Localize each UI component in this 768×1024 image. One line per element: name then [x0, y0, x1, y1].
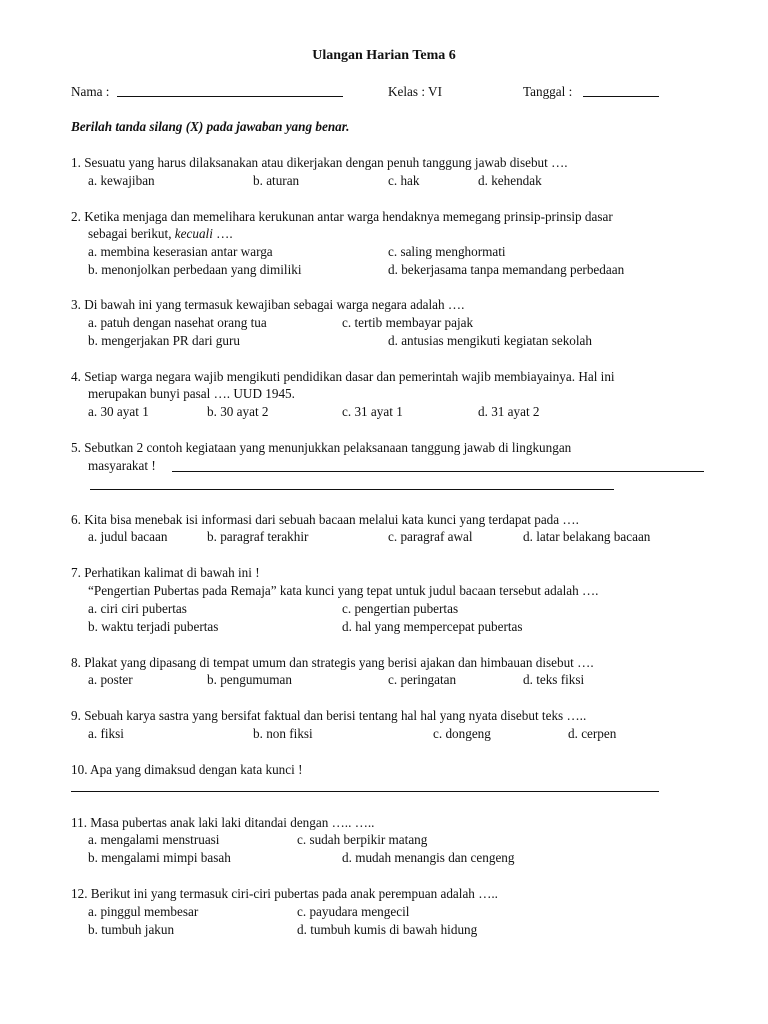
option-12b[interactable]: b. tumbuh jakun [88, 922, 175, 937]
option-4b[interactable]: b. 30 ayat 2 [207, 404, 269, 419]
question-10: 10. Apa yang dimaksud dengan kata kunci ! [71, 762, 303, 777]
option-6b[interactable]: b. paragraf terakhir [207, 529, 309, 544]
nama-field[interactable] [117, 96, 343, 97]
option-3d[interactable]: d. antusias mengikuti kegiatan sekolah [388, 333, 592, 348]
question-8: 8. Plakat yang dipasang di tempat umum dan strategis yang berisi ajakan dan himbauan disebut …. [71, 655, 594, 670]
question-1: 1. Sesuatu yang harus dilaksanakan atau dikerjakan dengan penuh tanggung jawab disebut …. [71, 155, 568, 170]
option-1b[interactable]: b. aturan [253, 173, 300, 188]
option-7c[interactable]: c. pengertian pubertas [342, 601, 459, 616]
option-1d[interactable]: d. kehendak [478, 173, 542, 188]
option-6c[interactable]: c. paragraf awal [388, 529, 473, 544]
option-2a[interactable]: a. membina keserasian antar warga [88, 244, 273, 259]
option-9c[interactable]: c. dongeng [433, 726, 491, 741]
question-7-line1: 7. Perhatikan kalimat di bawah ini ! [71, 565, 260, 580]
option-11a[interactable]: a. mengalami menstruasi [88, 832, 220, 847]
option-12d[interactable]: d. tumbuh kumis di bawah hidung [297, 922, 478, 937]
question-4-line2: merupakan bunyi pasal …. UUD 1945. [88, 386, 295, 401]
question-6: 6. Kita bisa menebak isi informasi dari sebuah bacaan melalui kata kunci yang terdapat pada …. [71, 512, 579, 527]
option-8c[interactable]: c. peringatan [388, 672, 457, 687]
option-1a[interactable]: a. kewajiban [88, 173, 155, 188]
option-11d[interactable]: d. mudah menangis dan cengeng [342, 850, 515, 865]
option-6a[interactable]: a. judul bacaan [88, 529, 168, 544]
option-2c[interactable]: c. saling menghormati [388, 244, 506, 259]
option-4c[interactable]: c. 31 ayat 1 [342, 404, 403, 419]
option-7d[interactable]: d. hal yang mempercepat pubertas [342, 619, 523, 634]
option-3c[interactable]: c. tertib membayar pajak [342, 315, 474, 330]
option-8b[interactable]: b. pengumuman [207, 672, 292, 687]
tanggal-label: Tanggal : [523, 84, 573, 99]
option-12a[interactable]: a. pinggul membesar [88, 904, 199, 919]
option-4d[interactable]: d. 31 ayat 2 [478, 404, 540, 419]
question-2-kecuali: kecuali [174, 226, 213, 241]
option-9b[interactable]: b. non fiksi [253, 726, 313, 741]
question-9: 9. Sebuah karya sastra yang bersifat faktual dan berisi tentang hal hal yang nyata disebut teks ….. [71, 708, 587, 723]
option-9d[interactable]: d. cerpen [568, 726, 617, 741]
question-11: 11. Masa pubertas anak laki laki ditandai dengan ….. ….. [71, 815, 375, 830]
option-2d[interactable]: d. bekerjasama tanpa memandang perbedaan [388, 262, 625, 277]
question-3: 3. Di bawah ini yang termasuk kewajiban sebagai warga negara adalah …. [71, 297, 465, 312]
question-5-line1: 5. Sebutkan 2 contoh kegiataan yang menunjukkan pelaksanaan tanggung jawab di lingkungan [71, 440, 572, 455]
question-7-line2: “Pengertian Pubertas pada Remaja” kata kunci yang tepat untuk judul bacaan tersebut adalah …. [88, 583, 599, 598]
option-8d[interactable]: d. teks fiksi [523, 672, 585, 687]
answer-10-line[interactable] [71, 791, 659, 792]
option-1c[interactable]: c. hak [388, 173, 420, 188]
answer-5-line2[interactable] [90, 489, 614, 490]
option-7a[interactable]: a. ciri ciri pubertas [88, 601, 187, 616]
question-5-line2: masyarakat ! [88, 458, 156, 473]
answer-5-line1[interactable] [172, 471, 704, 472]
kelas-label: Kelas : VI [388, 84, 442, 99]
option-12c[interactable]: c. payudara mengecil [297, 904, 410, 919]
option-3b[interactable]: b. mengerjakan PR dari guru [88, 333, 240, 348]
option-2b[interactable]: b. menonjolkan perbedaan yang dimiliki [88, 262, 302, 277]
nama-label: Nama : [71, 84, 110, 99]
option-11c[interactable]: c. sudah berpikir matang [297, 832, 428, 847]
page-title: Ulangan Harian Tema 6 [312, 48, 456, 63]
question-2-line1: 2. Ketika menjaga dan memelihara kerukunan antar warga hendaknya memegang prinsip-prinsip dasar [71, 209, 613, 224]
option-6d[interactable]: d. latar belakang bacaan [523, 529, 651, 544]
instruction: Berilah tanda silang (X) pada jawaban yang benar. [71, 119, 350, 134]
question-4-line1: 4. Setiap warga negara wajib mengikuti pendidikan dasar dan pemerintah wajib membiayainya. Hal ini [71, 369, 615, 384]
question-2-line2: sebagai berikut, kecuali …. [88, 226, 233, 241]
question-12: 12. Berikut ini yang termasuk ciri-ciri pubertas pada anak perempuan adalah ….. [71, 886, 498, 901]
tanggal-field[interactable] [583, 96, 659, 97]
option-3a[interactable]: a. patuh dengan nasehat orang tua [88, 315, 267, 330]
option-4a[interactable]: a. 30 ayat 1 [88, 404, 149, 419]
option-7b[interactable]: b. waktu terjadi pubertas [88, 619, 219, 634]
option-8a[interactable]: a. poster [88, 672, 133, 687]
option-9a[interactable]: a. fiksi [88, 726, 124, 741]
option-11b[interactable]: b. mengalami mimpi basah [88, 850, 231, 865]
